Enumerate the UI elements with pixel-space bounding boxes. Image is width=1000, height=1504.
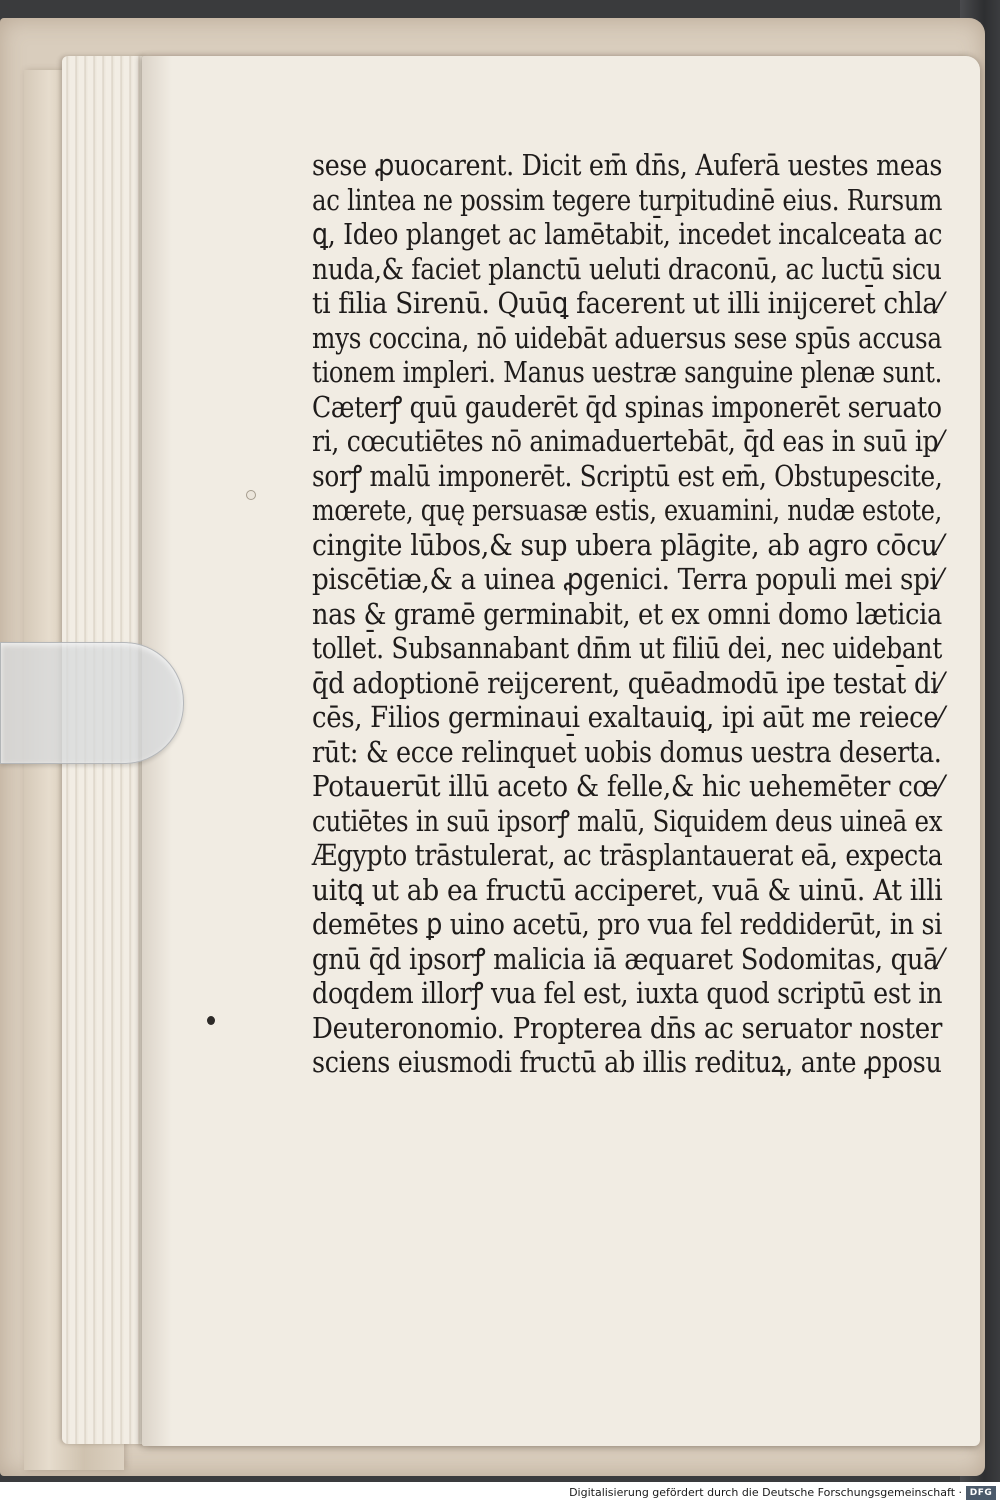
text-line: Cæterꝭ quū gauderēt q̄d spinas imponerēt seruato (312, 389, 942, 424)
book-clip (0, 642, 184, 764)
text-line: ri, cœcutiētes nō animaduertebāt, q̄d eas in suū ip⁄ (312, 424, 943, 458)
text-line: sciens eiusmodi fructū ab illis redituꝝ, ante ꝓposu (312, 1045, 942, 1079)
text-line: tionem impleri. Manus uestræ sanguine plenæ sunt. (312, 355, 942, 389)
text-line: mœrete, quę persuasæ estis, exuamini, nudæ estote, (312, 493, 942, 527)
footer-bar (0, 1482, 1000, 1504)
text-line: nuda,& faciet planctū ueluti draconū, ac luctū sicu (312, 251, 942, 286)
text-line: demētes ꝑ uino acetū, pro vua fel reddiderūt, in si (312, 907, 943, 941)
text-line: nas & gramē germinabit, et ex omni domo læticia (312, 596, 942, 631)
text-line: rūt: & ecce relinquet̄ uobis domus uestra deserta. (312, 734, 942, 769)
text-line: Deuteronomio. Propterea dn̄s ac seruator noster (312, 1010, 943, 1045)
text-line: mys coccina, nō uidebāt aduersus sese spūs accusa (312, 320, 942, 355)
text-line: cutiētes in suū ipsorꝭ malū, Siquidem deus uineā ex (312, 803, 943, 838)
text-line: cingite lūbos,& sup ubera plāgite, ab agro cōcu⁄ (312, 527, 942, 562)
dfg-logo: DFG (966, 1486, 996, 1500)
text-line: ti filia Sirenū. Quūꝗ facerent ut illi inijceret̄ chla⁄ (312, 286, 942, 320)
paper-hole-mark (246, 490, 256, 500)
text-line: ꝗ, Ideo planget ac lamētabit̄, incedet incalceata ac (312, 217, 943, 251)
funding-credit: Digitalisierung gefördert durch die Deutsche Forschungsgemeinschaft · (569, 1486, 962, 1499)
text-line: gnū q̄d ipsorꝭ malicia iā æquaret Sodomitas, quā⁄ (312, 941, 943, 976)
text-line: sese ꝓuocarent. Dicit em̄ dn̄s, Auferā uestes meas (312, 148, 943, 182)
text-line: tollet̄. Subsannabant dn̄m ut filiū dei, nec uidebant (312, 631, 942, 665)
text-line: doqdem illorꝭ vua fel est, iuxta quod scriptū est in (312, 976, 943, 1010)
ink-spot-mark (207, 1016, 215, 1025)
text-line: Ægypto trāstulerat, ac trāsplantauerat eā, expecta (312, 838, 943, 872)
page-text (312, 148, 952, 1080)
text-line: Potauerūt illū aceto & felle,& hic uehemēter cœ⁄ (312, 769, 943, 803)
text-line: sorꝭ malū imponerēt. Scriptū est em̄, Obstupescite, (312, 458, 943, 493)
text-line: uitꝗ ut ab ea fructū acciperet, vuā & uinū. At illi (312, 872, 943, 907)
text-line: ac lintea ne possim tegere turpitudinē eius. Rursum (312, 182, 943, 217)
text-line: piscētiæ,& a uinea ꝓgenici. Terra populi mei spi⁄ (312, 562, 942, 596)
text-line: cēs, Filios germinaui exaltauiꝗ, ipi aūt me reiece⁄ (312, 700, 943, 734)
text-line: q̄d adoptionē reijcerent, quēadmodū ipe testat̄ di⁄ (312, 665, 943, 700)
